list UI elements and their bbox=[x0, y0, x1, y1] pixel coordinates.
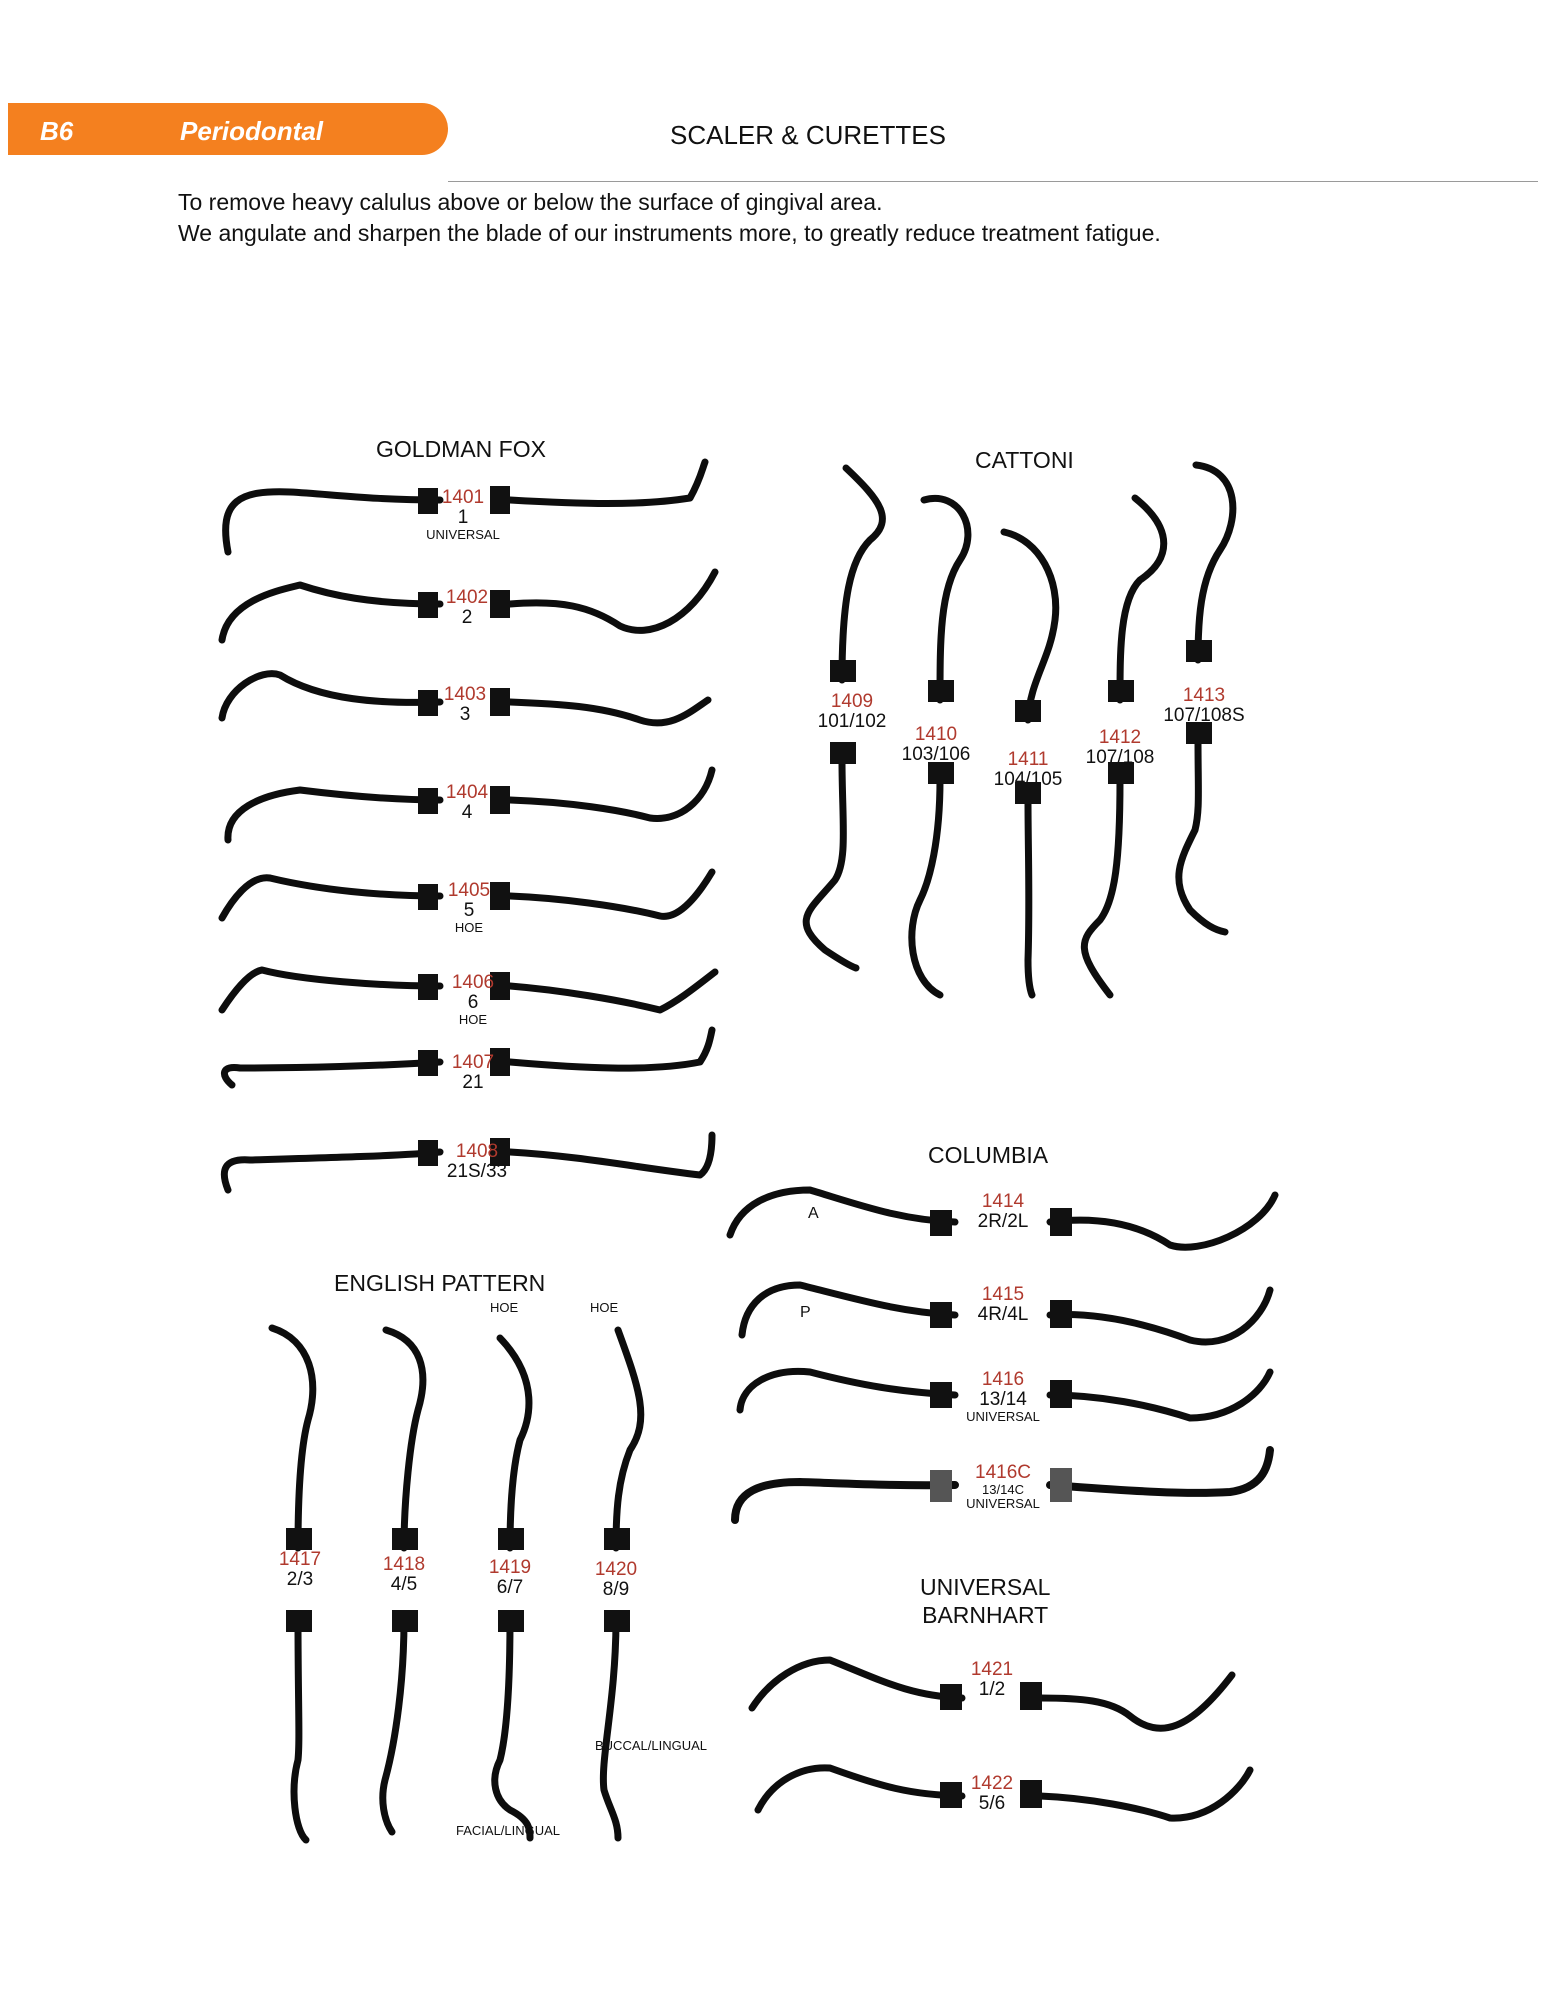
item-code: 1411 bbox=[1007, 749, 1049, 770]
item-label-1409 bbox=[806, 692, 898, 732]
item-code: 1422 bbox=[970, 1773, 1014, 1794]
hoe-label-1420: HOE bbox=[590, 1300, 619, 1315]
intro-line-1: To remove heavy calulus above or below the surface of gingival area. bbox=[178, 189, 883, 215]
item-label-1415 bbox=[956, 1285, 1050, 1325]
item-model: 13/14C bbox=[982, 1481, 1024, 1497]
item-model: 2 bbox=[461, 606, 473, 628]
item-label-1420 bbox=[586, 1560, 646, 1600]
item-code: 1403 bbox=[443, 684, 487, 705]
item-label-1416 bbox=[956, 1370, 1050, 1424]
item-model: 8/9 bbox=[602, 1578, 630, 1600]
item-model: 103/106 bbox=[901, 743, 971, 765]
item-code: 1410 bbox=[914, 724, 958, 745]
item-code: 1420 bbox=[594, 1559, 638, 1580]
group-title-goldman-fox: GOLDMAN FOX bbox=[376, 436, 546, 462]
item-model: 1/2 bbox=[978, 1678, 1006, 1700]
item-label-1417 bbox=[270, 1550, 330, 1590]
item-code: 1414 bbox=[981, 1191, 1025, 1212]
item-code: 1408 bbox=[455, 1141, 499, 1162]
section-code: B6 bbox=[40, 116, 74, 146]
item-model: 1 bbox=[457, 506, 469, 528]
item-label-1406 bbox=[428, 973, 518, 1027]
item-note: HOE bbox=[458, 1011, 488, 1027]
item-model: 4/5 bbox=[390, 1573, 418, 1595]
item-note: UNIVERSAL bbox=[426, 526, 500, 542]
item-code: 1401 bbox=[441, 487, 485, 508]
group-title-english-pattern: ENGLISH PATTERN bbox=[334, 1270, 546, 1296]
item-model: 4R/4L bbox=[977, 1303, 1029, 1325]
item-model: 21 bbox=[462, 1071, 484, 1093]
item-code: 1407 bbox=[451, 1052, 495, 1073]
item-model: 104/105 bbox=[993, 768, 1063, 790]
item-code: 1412 bbox=[1098, 727, 1142, 748]
item-label-1412 bbox=[1074, 728, 1166, 768]
item-label-1408 bbox=[432, 1142, 522, 1182]
item-code: 1409 bbox=[830, 691, 874, 712]
item-label-1421 bbox=[962, 1660, 1022, 1700]
item-label-1405 bbox=[424, 881, 514, 935]
item-code: 1406 bbox=[451, 972, 495, 993]
item-label-1410 bbox=[890, 725, 982, 765]
item-label-1419 bbox=[480, 1558, 540, 1598]
item-label-1402 bbox=[422, 588, 512, 628]
group-title-barnhart: BARNHART bbox=[922, 1601, 1049, 1628]
item-label-1416c bbox=[952, 1463, 1054, 1510]
tip-label-a: A bbox=[808, 1205, 819, 1222]
item-model: 21S/33 bbox=[446, 1160, 508, 1182]
item-code: 1415 bbox=[981, 1284, 1025, 1305]
item-label-1422 bbox=[962, 1774, 1022, 1814]
item-label-1404 bbox=[422, 783, 512, 823]
item-model: 101/102 bbox=[817, 710, 887, 732]
item-model: 5 bbox=[463, 899, 475, 921]
item-model: 4 bbox=[461, 801, 473, 823]
item-model: 5/6 bbox=[978, 1792, 1006, 1814]
intro-line-2: We angulate and sharpen the blade of our instruments more, to greatly reduce treatment fatigue. bbox=[178, 220, 1161, 246]
hoe-label-1419: HOE bbox=[490, 1300, 519, 1315]
item-code: 1419 bbox=[488, 1557, 532, 1578]
item-label-1414 bbox=[956, 1192, 1050, 1232]
item-code: 1416 bbox=[981, 1369, 1025, 1390]
item-code: 1417 bbox=[278, 1549, 322, 1570]
item-model: 3 bbox=[459, 703, 471, 725]
item-code: 1405 bbox=[447, 880, 491, 901]
group-title-cattoni: CATTONI bbox=[975, 447, 1074, 473]
group-title-columbia: COLUMBIA bbox=[928, 1142, 1049, 1168]
item-model: 6/7 bbox=[496, 1576, 524, 1598]
item-model: 2R/2L bbox=[977, 1210, 1029, 1232]
item-model: 107/108 bbox=[1085, 746, 1155, 768]
tip-label-p: P bbox=[800, 1304, 811, 1321]
item-label-1413 bbox=[1150, 686, 1258, 726]
item-code: 1418 bbox=[382, 1554, 426, 1575]
buccal-lingual-note: BUCCAL/LINGUAL bbox=[595, 1738, 707, 1753]
item-code: 1402 bbox=[445, 587, 489, 608]
item-model: 2/3 bbox=[286, 1568, 314, 1590]
section-label: Periodontal bbox=[180, 116, 324, 146]
item-model: 107/108S bbox=[1163, 704, 1245, 726]
item-label-1411 bbox=[982, 750, 1074, 790]
item-label-1403 bbox=[420, 685, 510, 725]
group-title-universal-barnhart bbox=[920, 1574, 1050, 1629]
facial-lingual-note: FACIAL/LINGUAL bbox=[456, 1823, 561, 1838]
item-code: 1416C bbox=[975, 1462, 1031, 1483]
group-title-universal: UNIVERSAL bbox=[920, 1574, 1051, 1600]
page-title: SCALER & CURETTES bbox=[670, 120, 946, 150]
item-label-1401 bbox=[418, 488, 508, 542]
item-label-1407 bbox=[428, 1053, 518, 1093]
item-code: 1404 bbox=[445, 782, 489, 803]
item-code: 1421 bbox=[970, 1659, 1014, 1680]
item-note: UNIVERSAL bbox=[966, 1495, 1040, 1511]
item-label-1418 bbox=[374, 1555, 434, 1595]
item-code: 1413 bbox=[1182, 685, 1226, 706]
item-note: UNIVERSAL bbox=[966, 1408, 1040, 1424]
item-model: 13/14 bbox=[979, 1388, 1027, 1410]
item-note: HOE bbox=[454, 919, 484, 935]
item-model: 6 bbox=[467, 991, 479, 1013]
